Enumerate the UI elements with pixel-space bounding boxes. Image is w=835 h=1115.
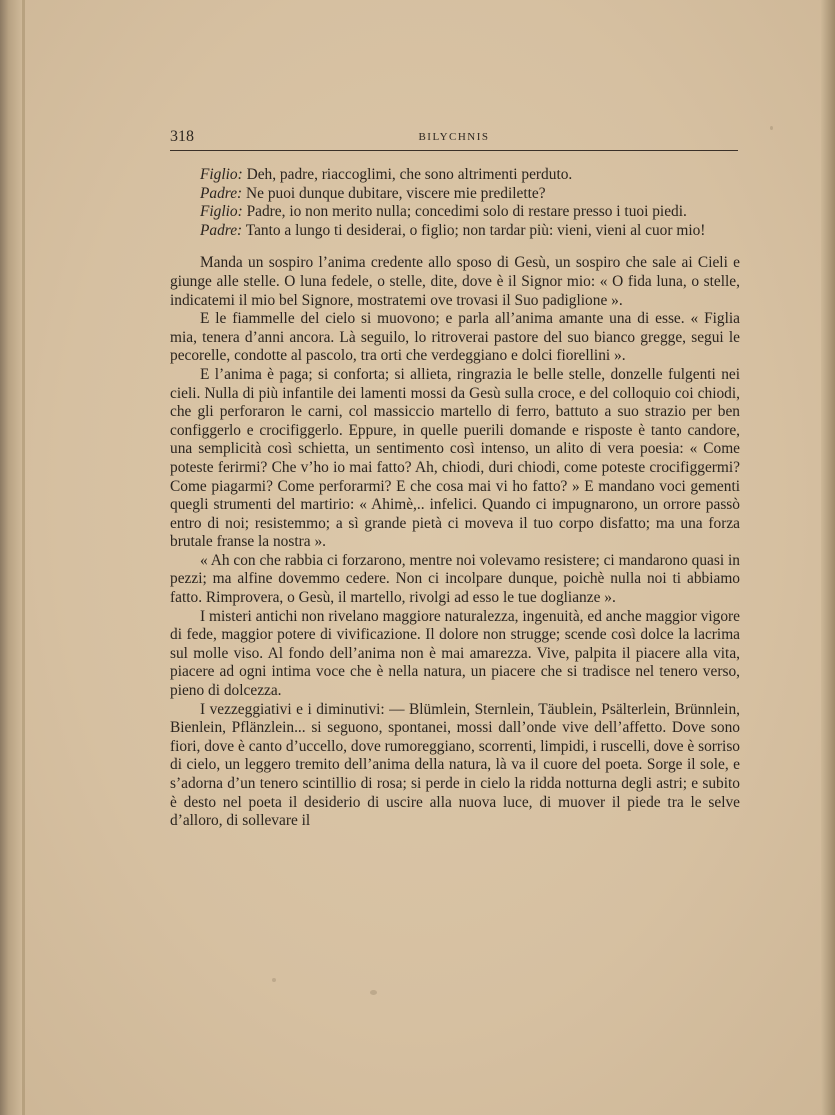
paragraph: Manda un sospiro l’anima credente allo sposo di Gesù, un sospiro che sale ai Cieli e giunge alle stelle. O luna fedele, o stelle, dite, dove è il Signor mio: « O fida luna, o stelle, indicatemi il mio bel Signore, mostratemi ove trovasi il Suo padiglione ». [170, 254, 740, 309]
running-head: BILYCHNIS [418, 131, 490, 143]
dialogue-text: Padre, io non merito nulla; concedimi solo di restare presso i tuoi piedi. [242, 203, 687, 221]
paragraph: « Ah con che rabbia ci forzarono, mentre noi volevamo resistere; ci mandarono quasi in pezzi; ma alfine dovemmo cedere. Non ci incolpare dunque, poichè nulla noi ti abbiamo fatto. Rimprovera, o Gesù, il martello, rivolgi ad esso le tue doglianze ». [170, 551, 740, 607]
dialogue-text: Ne puoi dunque dubitare, viscere mie predilette? [242, 184, 546, 202]
page-edge [821, 0, 835, 1115]
paragraph: I vezzeggiativi e i diminutivi: — Blümlein, Sternlein, Täublein, Psälterlein, Brünnlein, Bienlein, Pflänzlein... si seguono, spontanei, mossi dall’onde vive dell’affetto. Dove sono fiori, dove è canto d’uccello, dove rumoreggiano, scorrenti, limpidi, i ruscelli, dove è sorriso di cielo, un leggero tremito dell’anima della natura, là va il cuore del poeta. Sorge il sole, e s’adorna d’un tenero scintillio di rosa; si perde in cielo la ridda notturna degli astri; e subito è desto nel poeta il desiderio di uscire alla nuova luce, di muover il piede tra le selve d’alloro, di sollevare il [170, 700, 740, 830]
dialogue-line [170, 203, 740, 222]
paragraph: E le fiammelle del cielo si muovono; e parla all’anima amante una di esse. « Figlia mia, tenera d’anni ancora. Là seguilo, lo ritroverai pastore del suo bianco gregge, segui le pecorelle, condotte al pascolo, tra orti che verdeggiano e dolci fiorellini ». [170, 310, 740, 365]
dialogue-text: Tanto a lungo ti desiderai, o figlio; non tardar più: vieni, vieni al cuor mio! [242, 221, 706, 239]
speaker-label: Figlio: [200, 166, 243, 183]
paper-spot [370, 990, 377, 995]
paper-spot [770, 126, 773, 130]
page-header [170, 128, 738, 151]
body-text [170, 166, 740, 831]
speaker-label: Figlio: [200, 203, 243, 221]
binding-edge [22, 0, 25, 1115]
speaker-label: Padre: [200, 221, 243, 239]
dialogue-line [170, 185, 740, 204]
paragraph: E l’anima è paga; si conforta; si allieta, ringrazia le belle stelle, donzelle fulgenti nei cieli. Nulla di più infantile dei lamenti mossi da Gesù sulla croce, e del colloquio coi chiodi, che gli perforaron le carni, col massiccio martello di ferro, battuto a suo strazio per ben configgerlo e crocifiggerlo. Eppure, in quelle puerili domande e risposte è tanto candore, una semplicità così schietta, un sentimento così intenso, un alito di vera poesia: « Come poteste ferirmi? Che v’ho io mai fatto? Ah, chiodi, duri chiodi, come poteste crocifiggermi? Come piagarmi? Come perforarmi? E che cosa mai vi ho fatto? » E mandano voci gementi quegli strumenti del martirio: « Ahimè,.. infelici. Quando ci impugnarono, un orrore passò entro di noi; resistemmo; a sì grande pietà ci moveva il tuo corpo disfatto; ma una forza brutale franse la nostra ». [170, 365, 740, 551]
book-spine [0, 0, 22, 1115]
section-gap [170, 240, 740, 254]
paragraph: I misteri antichi non rivelano maggiore naturalezza, ingenuità, ed anche maggior vigore di fede, maggior potere di vivificazione. Il dolore non strugge; scende così dolce la lacrima sul molle viso. Al fondo dell’anima non è mai amarezza. Vive, palpita il piacere alla vita, piacere ad ogni intima voce che è nella natura, un piacere che si tradisce nel tenero verso, pieno di dolcezza. [170, 607, 740, 700]
paper-spot [272, 978, 276, 982]
speaker-label: Padre: [200, 184, 243, 202]
dialogue-line [170, 222, 740, 241]
page-number: 318 [170, 128, 194, 145]
dialogue-line [170, 166, 740, 185]
dialogue-text: Deh, padre, riaccoglimi, che sono altrimenti perduto. [242, 166, 573, 183]
